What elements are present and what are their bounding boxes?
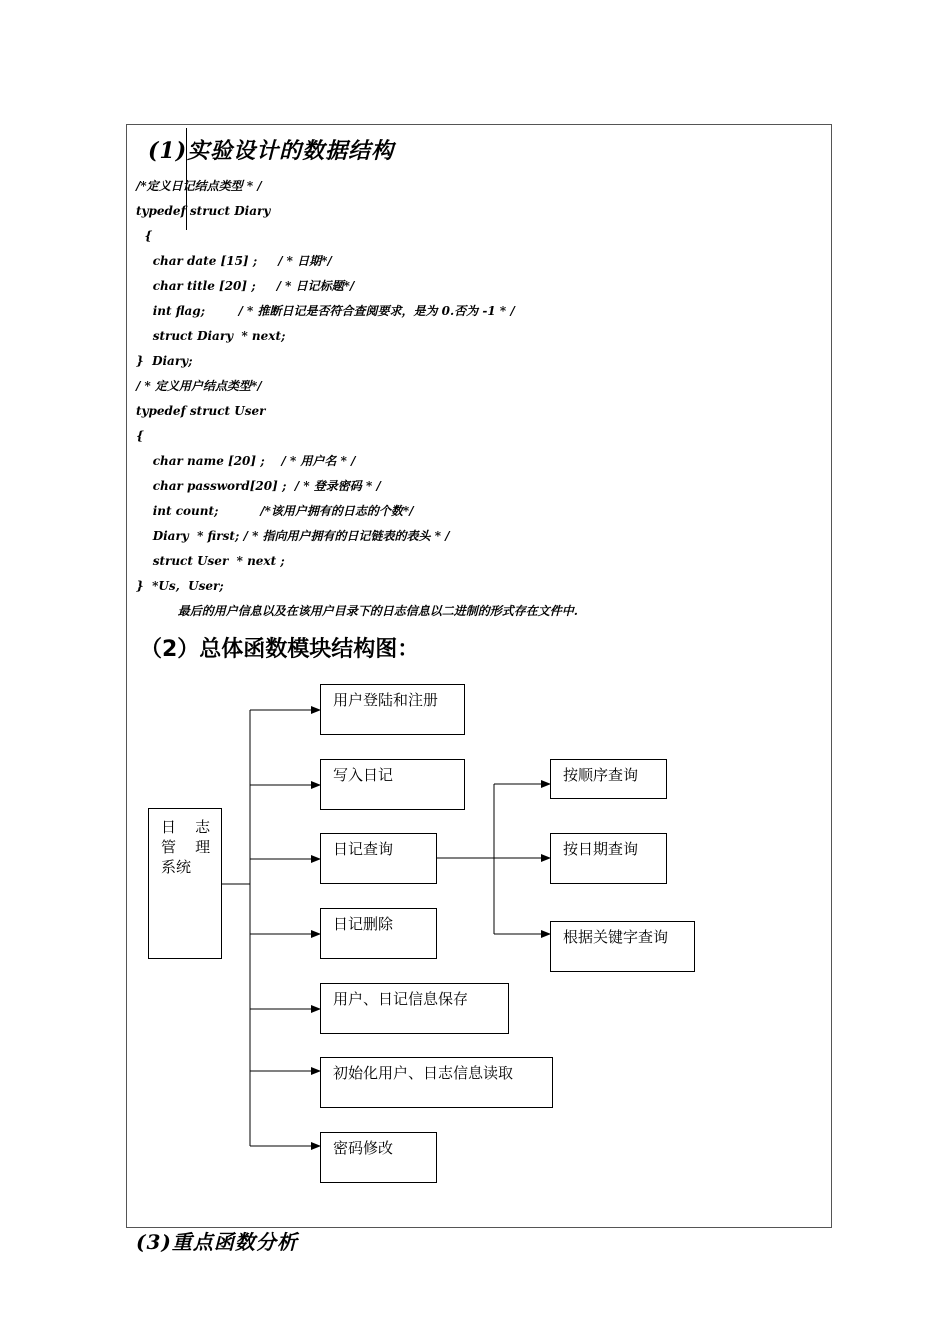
module-login-register: 用户登陆和注册	[320, 684, 465, 735]
code-line: /*定义日记结点类型 * /	[136, 179, 262, 193]
module-save-info: 用户、日记信息保存	[320, 983, 509, 1034]
code-line: char date [15] ; / * 日期*/	[136, 254, 332, 268]
code-line: } *Us, User;	[136, 579, 224, 593]
module-query-diary: 日记查询	[320, 833, 437, 884]
code-line: int flag; / * 推断日记是否符合查阅要求，是为 0.否为 -1 * /	[136, 304, 515, 318]
module-delete-diary: 日记删除	[320, 908, 437, 959]
module-query-by-date: 按日期查询	[550, 833, 667, 884]
section-2-heading: （2）总体函数模块结构图：	[140, 637, 420, 662]
module-change-password: 密码修改	[320, 1132, 437, 1183]
storage-note: 最后的用户信息以及在该用户目录下的日志信息以二进制的形式存在文件中.	[136, 604, 578, 618]
code-line: char title [20] ; / * 日记标题*/	[136, 279, 355, 293]
module-write-diary: 写入日记	[320, 759, 465, 810]
root-label-line: 系统	[161, 858, 192, 876]
root-system-box	[148, 808, 222, 959]
code-line: struct User * next ;	[136, 554, 285, 568]
module-query-sequential: 按顺序查询	[550, 759, 667, 799]
code-line: typedef struct User	[136, 404, 266, 418]
code-line: int count; /*该用户拥有的日志的个数*/	[136, 504, 414, 518]
code-line: typedef struct Diary	[136, 204, 271, 218]
code-line: {	[136, 429, 144, 443]
root-label-line: 管 理	[161, 838, 211, 856]
section-1-heading: (1)实验设计的数据结构	[148, 138, 395, 164]
module-query-by-keyword: 根据关键字查询	[550, 921, 695, 972]
code-line: {	[136, 229, 153, 243]
module-init-read: 初始化用户、日志信息读取	[320, 1057, 553, 1108]
root-label-line: 日 志	[161, 818, 211, 836]
section-3-heading: (3)重点函数分析	[136, 1230, 298, 1254]
code-line: struct Diary * next;	[136, 329, 286, 343]
code-line: char name [20] ; / * 用户名 * /	[136, 454, 356, 468]
code-line: char password[20] ; / * 登录密码 * /	[136, 479, 381, 493]
code-line: Diary * first; / * 指向用户拥有的日记链表的表头 * /	[136, 529, 450, 543]
code-line: / * 定义用户结点类型*/	[136, 379, 262, 393]
code-line: } Diary;	[136, 354, 193, 368]
